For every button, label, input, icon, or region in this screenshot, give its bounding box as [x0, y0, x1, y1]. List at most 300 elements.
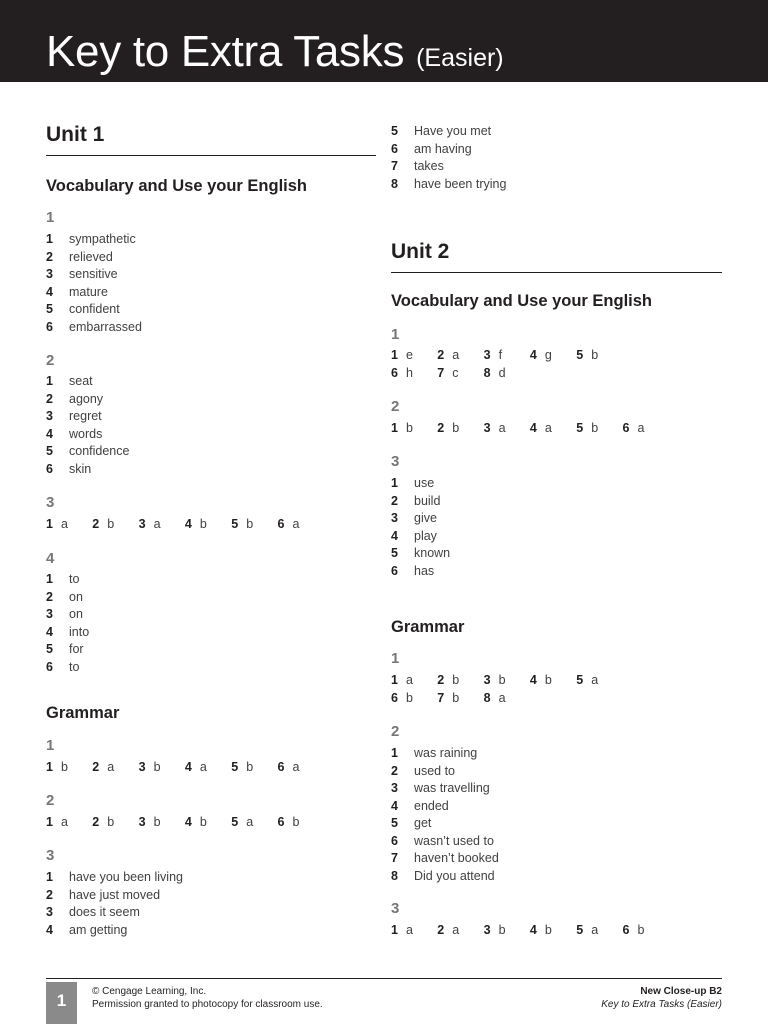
answer-text: ended [414, 798, 449, 813]
answer-letter: a [246, 815, 254, 829]
answer-number: 1 [391, 476, 398, 490]
answer-text: play [414, 528, 437, 543]
answer-text: skin [69, 461, 92, 476]
answer-number: 3 [46, 607, 53, 621]
answer-number: 3 [483, 421, 491, 435]
answer-number: 3 [46, 267, 53, 281]
answer-number: 7 [391, 159, 398, 173]
answer-item [46, 606, 89, 624]
footer-copyright-block [92, 985, 323, 1011]
answer-number: 8 [483, 690, 491, 705]
answer-letter: b [591, 421, 599, 435]
answer-number: 3 [138, 815, 146, 829]
page-title-subtitle: (Easier) [416, 44, 504, 72]
answer-letter: a [153, 517, 161, 531]
answer-pair [484, 690, 530, 708]
answer-number: 3 [391, 511, 398, 525]
answer-letter: a [498, 421, 506, 435]
answer-number: 6 [391, 365, 398, 380]
answer-text: to [69, 572, 80, 586]
answer-number: 3 [138, 760, 146, 774]
unit-1-vocab-heading: Vocabulary and Use your English [46, 177, 308, 195]
answer-pair [231, 516, 277, 534]
answer-item [391, 763, 499, 781]
u1-vocab-task-1-number: 1 [46, 209, 55, 226]
answer-item [391, 798, 499, 816]
u1-grammar-task-3-answers-part-2 [391, 123, 506, 193]
answer-letter: a [498, 690, 506, 705]
answer-number: 4 [184, 760, 192, 774]
answer-letter: b [246, 760, 254, 774]
unit-2-vocab-heading: Vocabulary and Use your English [391, 292, 653, 310]
answer-item [46, 249, 142, 267]
answer-item [46, 461, 129, 479]
answer-number: 6 [391, 690, 398, 705]
answer-pair [576, 420, 622, 438]
answer-number: 8 [483, 365, 491, 380]
u1-vocab-task-3-number: 3 [46, 494, 55, 511]
answer-pair [484, 365, 530, 383]
answer-text: has [414, 563, 435, 578]
answer-letter: a [61, 517, 68, 531]
answer-item [391, 510, 450, 528]
answer-pair [185, 516, 231, 534]
answer-letter: a [61, 815, 68, 829]
answer-number: 2 [437, 421, 445, 435]
answer-text: on [69, 589, 83, 604]
answer-text: have been trying [414, 176, 507, 191]
answer-number: 5 [576, 673, 584, 687]
answer-item [391, 176, 506, 194]
answer-item [391, 141, 506, 159]
answer-row [46, 759, 324, 777]
u1-grammar-task-1-answers [46, 759, 324, 777]
answer-pair [484, 672, 530, 690]
answer-text: used to [414, 763, 456, 778]
page-title [46, 26, 504, 84]
answer-number: 7 [437, 690, 445, 705]
u2-vocab-task-3-number: 3 [391, 453, 400, 470]
answer-number: 1 [46, 517, 53, 531]
answer-text: words [69, 426, 103, 441]
answer-letter: b [498, 673, 506, 687]
answer-item [391, 563, 450, 581]
answer-item [46, 659, 89, 677]
answer-number: 5 [391, 124, 398, 138]
answer-text: known [414, 546, 451, 560]
answer-item [46, 922, 183, 940]
answer-pair [391, 672, 437, 690]
answer-pair [92, 814, 138, 832]
u2-vocab-task-1-number: 1 [391, 326, 400, 343]
answer-number: 5 [231, 815, 239, 829]
answer-pair [530, 672, 576, 690]
answer-item [391, 493, 450, 511]
answer-number: 4 [391, 798, 398, 813]
answer-item [46, 426, 129, 444]
answer-number: 6 [277, 760, 285, 774]
answer-number: 2 [46, 887, 53, 902]
answer-number: 5 [391, 546, 398, 560]
answer-item [46, 391, 129, 409]
answer-number: 6 [46, 659, 53, 674]
answer-item [391, 868, 499, 886]
answer-text: am having [414, 141, 472, 156]
answer-number: 3 [483, 923, 491, 937]
answer-number: 1 [46, 374, 53, 388]
answer-pair [576, 347, 622, 365]
u2-grammar-task-1-answers [391, 672, 622, 707]
answer-item [46, 571, 89, 589]
u2-grammar-task-2-number: 2 [391, 723, 400, 740]
answer-item [391, 815, 499, 833]
answer-letter: e [406, 348, 413, 362]
answer-pair [622, 420, 668, 438]
answer-item [46, 266, 142, 284]
answer-letter: b [246, 517, 254, 531]
answer-number: 3 [483, 348, 491, 362]
answer-number: 4 [529, 421, 537, 435]
answer-pair [437, 347, 483, 365]
answer-number: 4 [46, 284, 53, 299]
u1-vocab-task-4-number: 4 [46, 550, 55, 567]
answer-pair [231, 814, 277, 832]
answer-pair [185, 814, 231, 832]
u1-vocab-task-4-answers [46, 571, 89, 676]
answer-text: get [414, 816, 432, 830]
answer-pair [437, 672, 483, 690]
answer-number: 6 [277, 815, 285, 829]
unit-2-heading: Unit 2 [391, 238, 722, 273]
u1-grammar-task-3-number: 3 [46, 847, 55, 864]
answer-number: 1 [391, 746, 398, 760]
answer-number: 5 [576, 923, 584, 937]
footer-divider [46, 978, 722, 979]
answer-text: does it seem [69, 905, 140, 919]
answer-item [391, 123, 506, 141]
answer-number: 4 [529, 673, 537, 687]
answer-number: 4 [529, 348, 537, 362]
answer-number: 5 [231, 760, 239, 774]
answer-pair [391, 690, 437, 708]
answer-pair [530, 347, 576, 365]
answer-number: 2 [46, 249, 53, 264]
book-title: New Close-up B2 [640, 986, 722, 997]
answer-item [46, 641, 89, 659]
answer-number: 6 [391, 833, 398, 848]
answer-item [46, 301, 142, 319]
page-number: 1 [46, 982, 77, 1024]
answer-text: use [414, 476, 435, 490]
answer-number: 4 [184, 517, 192, 531]
u2-grammar-task-3-number: 3 [391, 900, 400, 917]
answer-letter: a [292, 517, 300, 531]
answer-number: 1 [46, 232, 53, 246]
answer-letter: g [544, 348, 552, 362]
answer-letter: b [544, 923, 552, 937]
answer-number: 5 [391, 816, 398, 830]
answer-number: 4 [184, 815, 192, 829]
answer-pair [139, 516, 185, 534]
answer-letter: b [61, 760, 68, 774]
answer-pair [231, 759, 277, 777]
answer-pair [437, 922, 483, 940]
answer-letter: b [591, 348, 599, 362]
answer-number: 5 [46, 302, 53, 316]
answer-text: sensitive [69, 267, 118, 281]
answer-number: 3 [46, 905, 53, 919]
answer-row [391, 347, 622, 365]
answer-item [391, 850, 499, 868]
answer-row [391, 420, 669, 438]
answer-number: 7 [391, 851, 398, 865]
u2-vocab-task-2-answers [391, 420, 669, 438]
answer-pair [391, 922, 437, 940]
answer-letter: b [199, 517, 207, 531]
answer-text: seat [69, 374, 93, 388]
u1-grammar-task-3-answers-part-1 [46, 869, 183, 939]
answer-text: on [69, 607, 83, 621]
answer-item [391, 158, 506, 176]
answer-pair [484, 420, 530, 438]
answer-item [391, 780, 499, 798]
u2-grammar-task-2-answers [391, 745, 499, 885]
answer-item [46, 231, 142, 249]
answer-letter: a [591, 923, 599, 937]
answer-letter: b [199, 815, 207, 829]
answer-number: 2 [92, 517, 100, 531]
answer-text: sympathetic [69, 232, 136, 246]
answer-number: 1 [46, 815, 53, 829]
answer-pair [92, 516, 138, 534]
answer-text: to [69, 659, 80, 674]
answer-number: 3 [391, 781, 398, 795]
copyright-text: © Cengage Learning, Inc. [92, 986, 207, 997]
answer-number: 4 [46, 426, 53, 441]
answer-pair [277, 814, 323, 832]
answer-item [391, 475, 450, 493]
answer-letter: b [153, 760, 161, 774]
answer-item [46, 869, 183, 887]
answer-number: 8 [391, 176, 398, 191]
answer-number: 2 [92, 760, 100, 774]
answer-pair [391, 420, 437, 438]
answer-number: 1 [46, 870, 53, 884]
answer-item [46, 624, 89, 642]
answer-pair [391, 365, 437, 383]
answer-number: 4 [46, 922, 53, 937]
answer-letter: f [498, 348, 503, 362]
answer-pair [484, 922, 530, 940]
answer-number: 2 [437, 348, 445, 362]
answer-number: 4 [46, 624, 53, 639]
u1-vocab-task-2-number: 2 [46, 352, 55, 369]
unit-1-grammar-heading: Grammar [46, 704, 120, 722]
answer-row [391, 690, 622, 708]
answer-row [46, 814, 324, 832]
u2-grammar-task-1-number: 1 [391, 650, 400, 667]
answer-number: 6 [391, 141, 398, 156]
answer-item [46, 408, 129, 426]
answer-number: 5 [46, 642, 53, 656]
permission-text: Permission granted to photocopy for classroom use. [92, 999, 323, 1010]
answer-number: 5 [576, 348, 584, 362]
answer-text: takes [414, 159, 444, 173]
answer-pair [437, 690, 483, 708]
answer-number: 2 [391, 493, 398, 508]
answer-row [46, 516, 324, 534]
answer-number: 1 [391, 421, 398, 435]
answer-row [391, 672, 622, 690]
answer-pair [484, 347, 530, 365]
answer-letter: b [452, 673, 460, 687]
answer-pair [46, 516, 92, 534]
answer-number: 7 [437, 365, 445, 380]
answer-letter: b [107, 517, 115, 531]
u2-vocab-task-3-answers [391, 475, 450, 580]
answer-item [391, 528, 450, 546]
answer-item [391, 833, 499, 851]
answer-number: 6 [622, 923, 630, 937]
answer-pair [139, 759, 185, 777]
u2-grammar-task-3-answers [391, 922, 669, 940]
answer-letter: a [292, 760, 300, 774]
answer-number: 6 [277, 517, 285, 531]
unit-1-heading: Unit 1 [46, 121, 376, 156]
answer-letter: b [406, 421, 413, 435]
document-title: Key to Extra Tasks (Easier) [601, 999, 722, 1010]
answer-number: 2 [437, 923, 445, 937]
footer-book-block [601, 985, 722, 1011]
answer-text: regret [69, 409, 102, 423]
answer-letter: b [452, 690, 460, 705]
answer-number: 6 [391, 563, 398, 578]
answer-number: 6 [46, 319, 53, 334]
answer-item [46, 589, 89, 607]
answer-text: wasn’t used to [414, 833, 494, 848]
answer-text: build [414, 493, 441, 508]
answer-number: 2 [46, 391, 53, 406]
answer-pair [46, 759, 92, 777]
answer-pair [92, 759, 138, 777]
answer-text: was raining [414, 746, 478, 760]
answer-text: give [414, 511, 437, 525]
answer-number: 2 [391, 763, 398, 778]
answer-number: 1 [46, 760, 53, 774]
answer-item [46, 887, 183, 905]
answer-item [46, 284, 142, 302]
answer-number: 6 [622, 421, 630, 435]
answer-pair [437, 365, 483, 383]
answer-letter: a [406, 923, 413, 937]
answer-text: into [69, 624, 90, 639]
answer-text: confidence [69, 444, 130, 458]
answer-number: 1 [391, 673, 398, 687]
answer-number: 6 [46, 461, 53, 476]
answer-letter: b [452, 421, 460, 435]
answer-letter: d [498, 365, 506, 380]
answer-letter: a [199, 760, 207, 774]
u1-vocab-task-1-answers [46, 231, 142, 336]
unit-2-grammar-heading: Grammar [391, 618, 465, 636]
answer-letter: a [544, 421, 552, 435]
answer-item [391, 745, 499, 763]
answer-row [391, 922, 669, 940]
answer-letter: b [544, 673, 552, 687]
u1-grammar-task-1-number: 1 [46, 737, 55, 754]
answer-number: 8 [391, 868, 398, 883]
answer-item [46, 904, 183, 922]
answer-row [391, 365, 622, 383]
answer-text: confident [69, 302, 120, 316]
answer-text: am getting [69, 922, 128, 937]
answer-number: 4 [529, 923, 537, 937]
answer-text: for [69, 642, 84, 656]
answer-letter: b [153, 815, 161, 829]
answer-pair [185, 759, 231, 777]
u1-vocab-task-2-answers [46, 373, 129, 478]
answer-number: 3 [483, 673, 491, 687]
answer-number: 4 [391, 528, 398, 543]
answer-number: 2 [92, 815, 100, 829]
answer-text: agony [69, 391, 104, 406]
answer-letter: a [452, 923, 460, 937]
answer-item [46, 319, 142, 337]
answer-number: 2 [437, 673, 445, 687]
answer-letter: b [292, 815, 300, 829]
answer-letter: c [452, 365, 459, 380]
page-title-main: Key to Extra Tasks [46, 27, 405, 76]
answer-text: Did you attend [414, 868, 495, 883]
answer-text: Have you met [414, 124, 492, 138]
answer-pair [139, 814, 185, 832]
answer-pair [437, 420, 483, 438]
answer-letter: b [498, 923, 506, 937]
answer-item [46, 373, 129, 391]
answer-text: was travelling [414, 781, 490, 795]
answer-letter: b [406, 690, 413, 705]
answer-number: 2 [46, 589, 53, 604]
answer-pair [576, 672, 622, 690]
answer-pair [391, 347, 437, 365]
answer-number: 3 [138, 517, 146, 531]
answer-pair [46, 814, 92, 832]
answer-number: 5 [231, 517, 239, 531]
answer-text: haven’t booked [414, 851, 499, 865]
answer-item [391, 545, 450, 563]
answer-pair [576, 922, 622, 940]
answer-letter: a [452, 348, 460, 362]
answer-pair [277, 516, 323, 534]
answer-letter: h [406, 365, 413, 380]
answer-pair [530, 420, 576, 438]
answer-number: 1 [391, 923, 398, 937]
answer-number: 5 [576, 421, 584, 435]
answer-letter: a [406, 673, 413, 687]
answer-letter: a [637, 421, 645, 435]
answer-item [46, 443, 129, 461]
answer-number: 1 [391, 348, 398, 362]
answer-text: mature [69, 284, 108, 299]
answer-letter: b [637, 923, 645, 937]
answer-number: 3 [46, 409, 53, 423]
u1-vocab-task-3-answers [46, 516, 324, 534]
answer-number: 1 [46, 572, 53, 586]
answer-letter: a [107, 760, 115, 774]
answer-number: 5 [46, 444, 53, 458]
answer-text: embarrassed [69, 319, 142, 334]
u2-vocab-task-1-answers [391, 347, 622, 382]
